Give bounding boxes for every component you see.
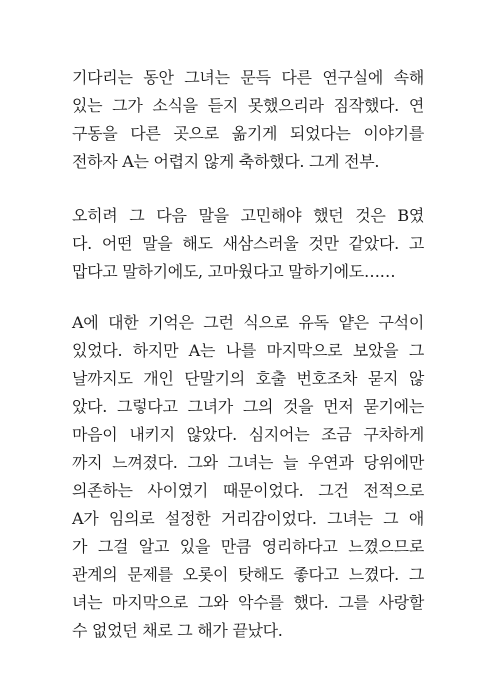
paragraph-3-line-7: 의존하는 사이였기 때문이었다. 그건 전적으로 bbox=[72, 481, 424, 500]
paragraph-1-line-4: 전하자 A는 어렵지 않게 축하했다. 그게 전부. bbox=[72, 152, 380, 171]
paragraph-1-line-1: 기다리는 동안 그녀는 문득 다른 연구실에 속해 bbox=[72, 68, 424, 87]
paragraph-3-line-9: 가 그걸 알고 있을 만큼 영리하다고 느꼈으므로 bbox=[72, 537, 424, 556]
paragraph-3-line-1: A에 대한 기억은 그런 식으로 유독 얕은 구석이 bbox=[72, 313, 424, 332]
paragraph-1-line-2: 있는 그가 소식을 듣지 못했으리라 짐작했다. 연 bbox=[72, 96, 424, 115]
paragraph-2-line-3: 맙다고 말하기에도, 고마웠다고 말하기에도…… bbox=[72, 262, 396, 281]
paragraph-3-line-6: 까지 느껴졌다. 그와 그녀는 늘 우연과 당위에만 bbox=[72, 453, 424, 472]
paragraph-2-line-1: 오히려 그 다음 말을 고민해야 했던 것은 B였 bbox=[72, 206, 424, 225]
paragraph-2-line-2: 다. 어떤 말을 해도 새삼스러울 것만 같았다. 고 bbox=[72, 234, 424, 253]
paragraph-3-line-12: 수 없었던 채로 그 해가 끝났다. bbox=[72, 621, 283, 640]
paragraph-3-line-11: 녀는 마지막으로 그와 악수를 했다. 그를 사랑할 bbox=[72, 593, 424, 612]
paragraph-3-line-8: A가 임의로 설정한 거리감이었다. 그녀는 그 애 bbox=[72, 509, 424, 528]
paragraph-3-line-4: 았다. 그렇다고 그녀가 그의 것을 먼저 묻기에는 bbox=[72, 397, 424, 416]
paragraph-3-line-2: 있었다. 하지만 A는 나를 마지막으로 보았을 그 bbox=[72, 341, 424, 360]
paragraph-3-line-5: 마음이 내키지 않았다. 심지어는 조금 구차하게 bbox=[72, 425, 424, 444]
paragraph-3-line-10: 관계의 문제를 오롯이 탓해도 좋다고 느꼈다. 그 bbox=[72, 565, 424, 584]
paragraph-3-line-3: 날까지도 개인 단말기의 호출 번호조차 묻지 않 bbox=[72, 369, 424, 388]
paragraph-1-line-3: 구동을 다른 곳으로 옮기게 되었다는 이야기를 bbox=[72, 124, 424, 143]
